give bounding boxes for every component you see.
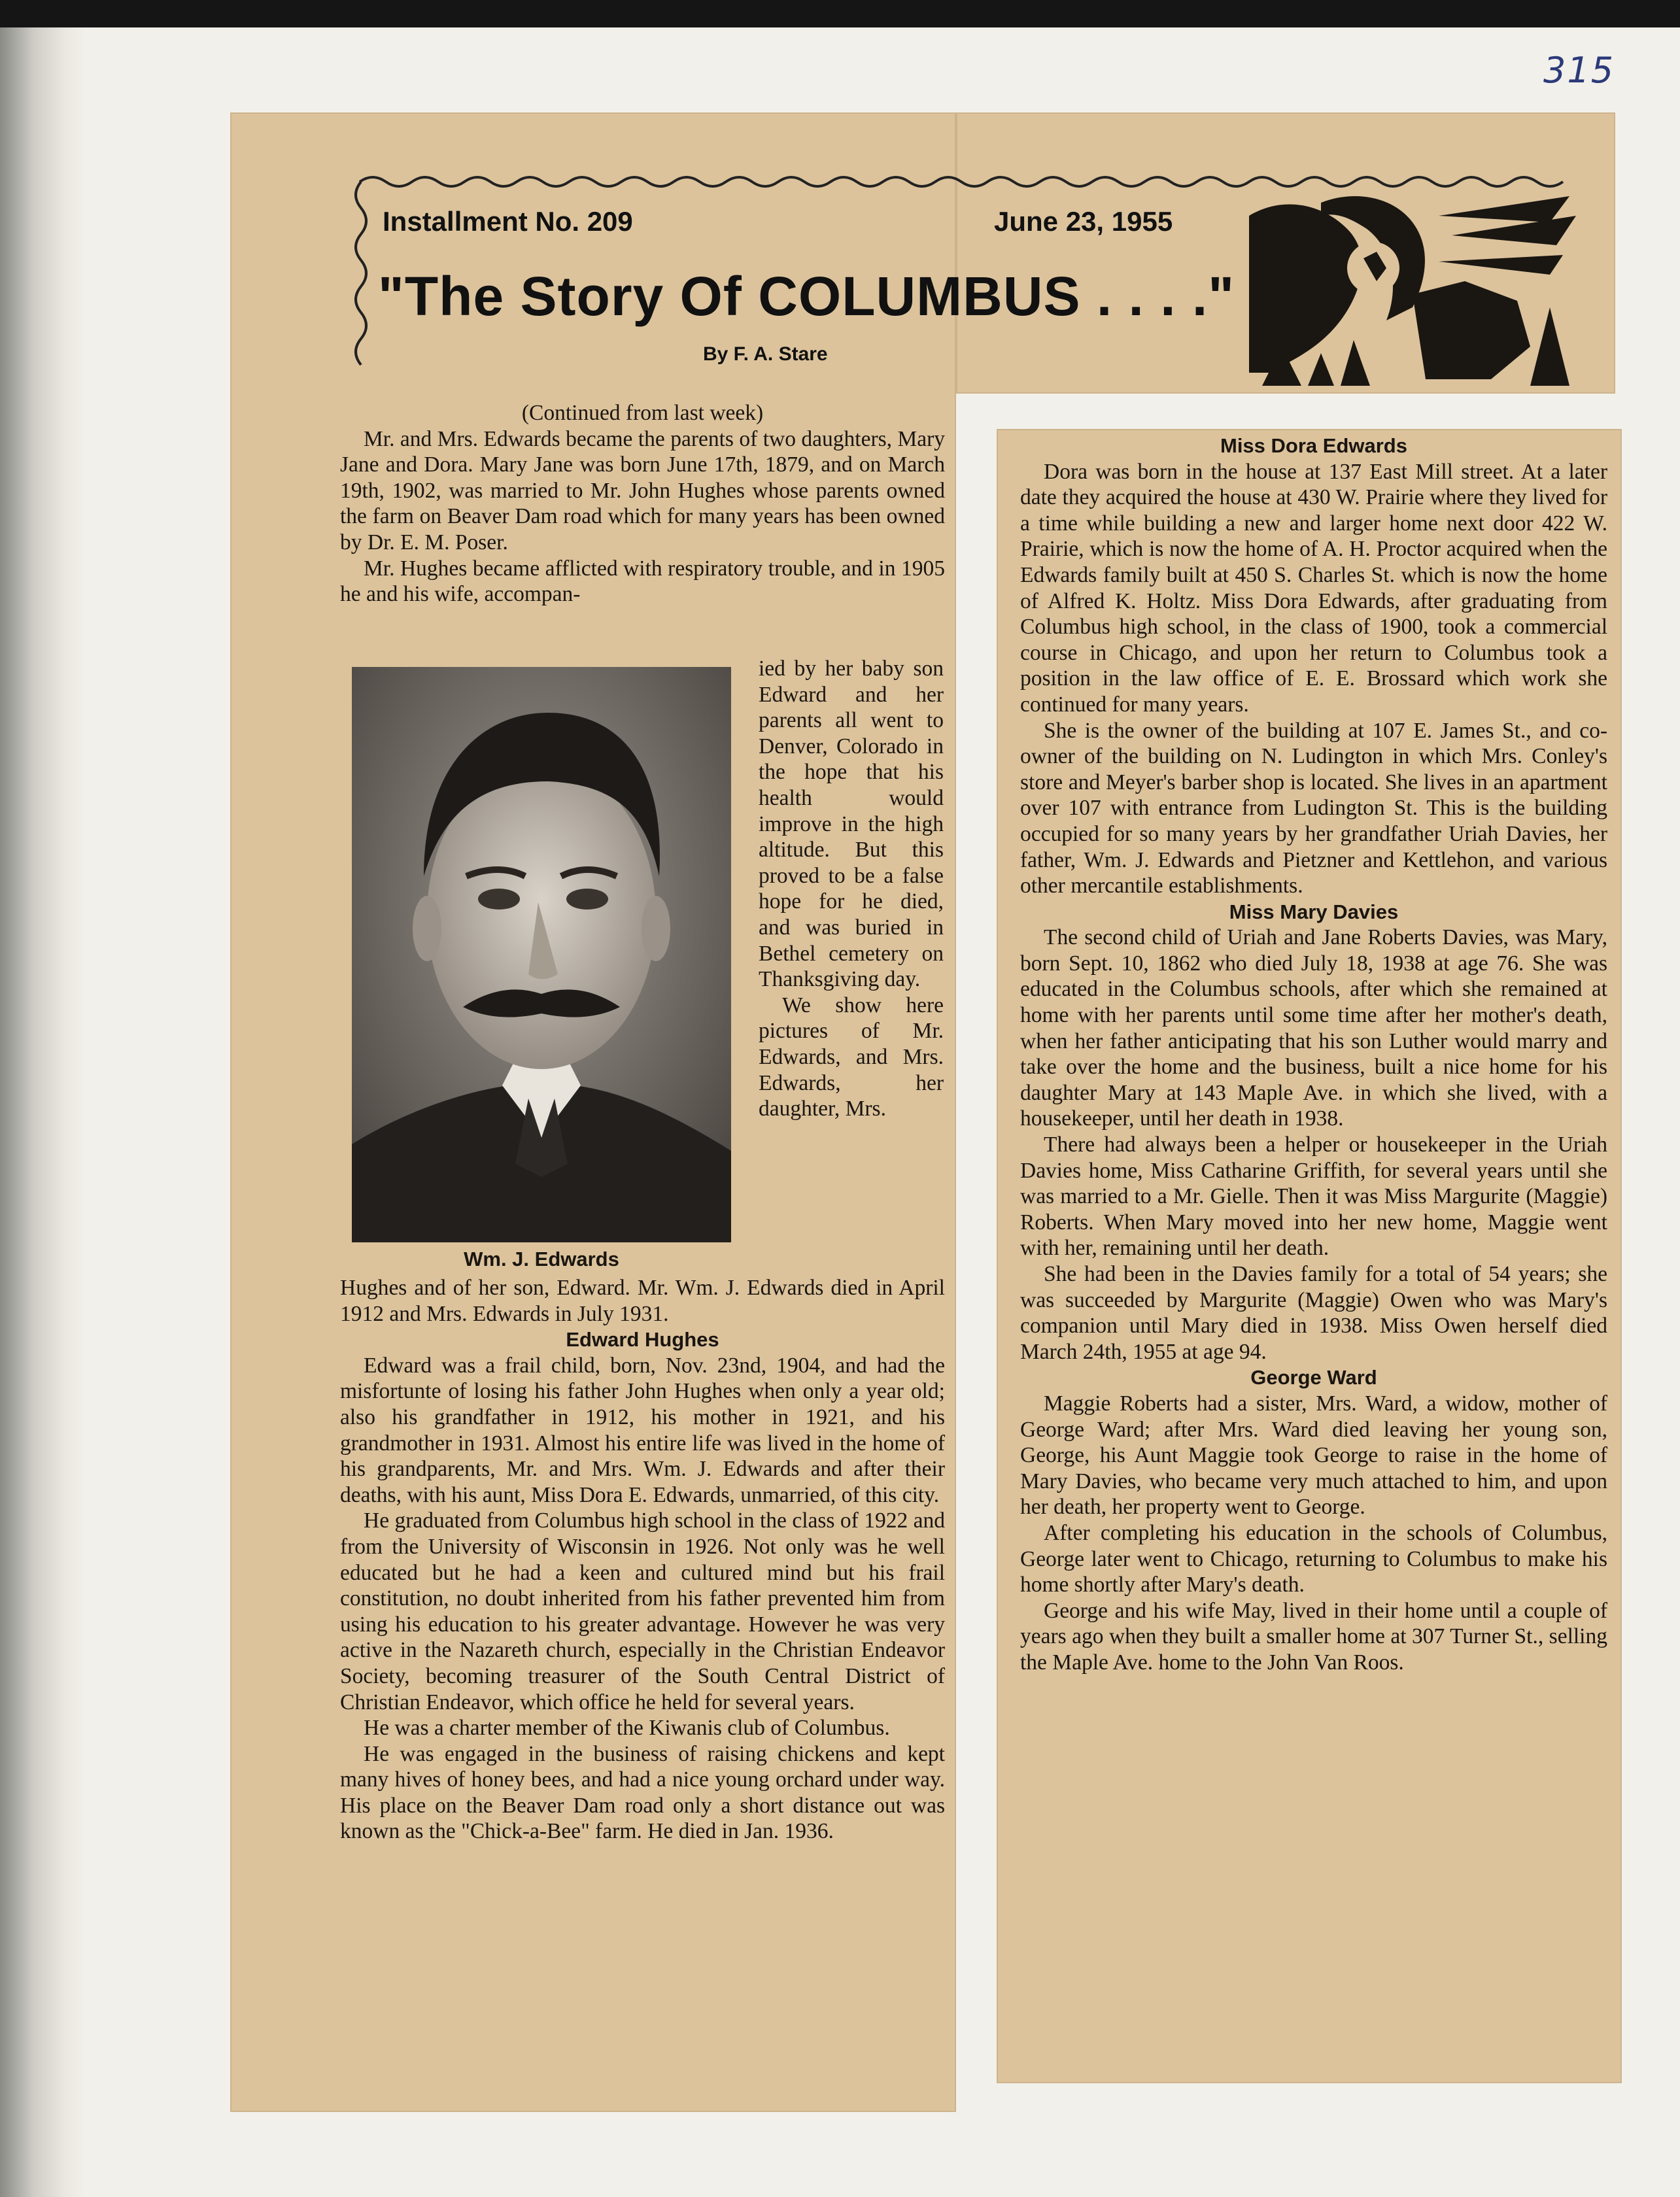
- left-column-narrow: [759, 656, 944, 1122]
- paragraph: Mr. and Mrs. Edwards became the parents of two daughters, Mary Jane and Dora. Mary Jane was born June 17th, 1879, and on March 19th, 1902, was married to Mr. John Hughes whose parents owned the farm on Beaver Dam road which for many years has been owned by Dr. E. M. Poser.: [340, 426, 945, 554]
- woodcut-illustration: [1243, 190, 1583, 386]
- paragraph: Edward was a frail child, born, Nov. 23nd, 1904, and had the misfortunte of losing his father John Hughes when only a year old; also his grandfather in 1912, his mother in 1921, and his grandmother in 1931. Almost his entire life was lived in the home of his grandparents, Mr. and Mrs. Wm. J. Edwards and after their deaths, with his aunt, Miss Dora E. Edwards, unmarried, of this city.: [340, 1353, 945, 1507]
- section-title-george-ward: George Ward: [1250, 1366, 1377, 1389]
- paragraph: We show here pictures of Mr. Edwards, and Mrs. Edwards, her daughter, Mrs.: [759, 993, 944, 1121]
- paragraph: Maggie Roberts had a sister, Mrs. Ward, a widow, mother of George Ward; after Mrs. Ward died leaving her young son, George, his Aunt Maggie took George to raise in the home of Mary Davies, who became very much attached to him, and upon her death, her property went to George.: [1020, 1391, 1607, 1520]
- photo-caption: Wm. J. Edwards: [464, 1248, 619, 1270]
- paragraph: ied by her baby son Edward and her parents all went to Denver, Colorado in the hope that his health would improve in the high altitude. But this proved to be a false hope for he died, and was buried in Bethel cemetery on Thanksgiving day.: [759, 656, 944, 992]
- portrait-photo: [352, 667, 731, 1242]
- paragraph: He was engaged in the business of raising chickens and kept many hives of honey bees, and had a nice young orchard under way. His place on the Beaver Dam road only a short distance out was known as the "Chick-a-Bee" farm. He died in Jan. 1936.: [340, 1741, 945, 1844]
- headline: "The Story Of COLUMBUS . . . .": [378, 265, 1235, 327]
- section-title-dora-edwards: Miss Dora Edwards: [1220, 434, 1407, 457]
- scan-top-edge: [0, 0, 1680, 27]
- section-title-mary-davies: Miss Mary Davies: [1229, 900, 1399, 923]
- installment-number: Installment No. 209: [383, 206, 633, 237]
- paragraph: George and his wife May, lived in their home until a couple of years ago when they built a smaller home at 307 Turner St., selling the Maple Ave. home to the John Van Roos.: [1020, 1598, 1607, 1675]
- paragraph: Dora was born in the house at 137 East Mill street. At a later date they acquired the house at 430 W. Prairie where they lived for a time while building a new and larger home next door 422 W. Prairie, which is now the home of A. H. Proctor acquired when the Edwards family built at 450 S. Charles St. which is now the home of Alfred K. Holtz. Miss Dora Edwards, after graduating from Columbus high school, in the class of 1900, took a commercial course in Chicago, and upon her return to Columbus took a position in the law office of E. E. Brossard which work she continued for many years.: [1020, 459, 1607, 717]
- paragraph: Mr. Hughes became afflicted with respiratory trouble, and in 1905 he and his wife, accompan-: [340, 556, 945, 607]
- paragraph: The second child of Uriah and Jane Roberts Davies, was Mary, born Sept. 10, 1862 who died July 18, 1938 at age 76. She was educated in the Columbus schools, after which she remained at home with her parents until some time after her mother's death, when her father anticipating that his son Luther would marry and take over the home and the business, built a nice home for his daughter Mary at 143 Maple Ave. in which she lived, with a housekeeper, until her death in 1938.: [1020, 925, 1607, 1131]
- paragraph: Hughes and of her son, Edward. Mr. Wm. J. Edwards died in April 1912 and Mrs. Edwards in July 1931.: [340, 1276, 945, 1326]
- paragraph: There had always been a helper or housekeeper in the Uriah Davies home, Miss Catharine Griffith, for several years until she was married to a Mr. Gielle. Then it was Miss Margurite (Maggie) Roberts. When Mary moved into her new home, Maggie went with her, remaining until her death.: [1020, 1133, 1607, 1261]
- left-column-bottom: [340, 1275, 945, 1845]
- paragraph: He was a charter member of the Kiwanis club of Columbus.: [364, 1716, 890, 1741]
- publication-date: June 23, 1955: [994, 206, 1173, 237]
- continued-note: (Continued from last week): [521, 401, 764, 425]
- left-column-top: [340, 400, 945, 607]
- book-spine: [0, 0, 85, 2197]
- byline: By F. A. Stare: [703, 343, 828, 365]
- paragraph: She had been in the Davies family for a total of 54 years; she was succeeded by Margurite (Maggie) Owen who was Mary's companion until Mary died in 1938. Miss Owen herself died March 24th, 1955 at age 94.: [1020, 1262, 1607, 1364]
- right-column: [1020, 433, 1607, 1676]
- section-title-edward-hughes: Edward Hughes: [566, 1328, 719, 1352]
- page-number: 315: [1543, 50, 1615, 91]
- portrait-image: [352, 667, 731, 1242]
- paragraph: After completing his education in the schools of Columbus, George later went to Chicago, returning to Columbus to make his home shortly after Mary's death.: [1020, 1520, 1607, 1597]
- paragraph: He graduated from Columbus high school in the class of 1922 and from the University of Wisconsin in 1926. Not only was he well educated but he had a keen and cultured mind but his frail constitution, no doubt inherited from his father prevented him from using his education to his greater advantage. However he was very active in the Nazareth church, especially in the Christian Endeavor Society, becoming treasurer of the South Central District of Christian Endeavor, which office he held for several years.: [340, 1508, 945, 1714]
- paragraph: She is the owner of the building at 107 E. James St., and co-owner of the building on N. Ludington in which Mrs. Conley's store and Meyer's barber shop is located. She lives in an apartment over 107 with entrance from Ludington St. This is the building occupied for so many years by her grandfather Uriah Davies, her father, Wm. J. Edwards and Pietzner and Kettlehon, and various other mercantile establishments.: [1020, 718, 1607, 898]
